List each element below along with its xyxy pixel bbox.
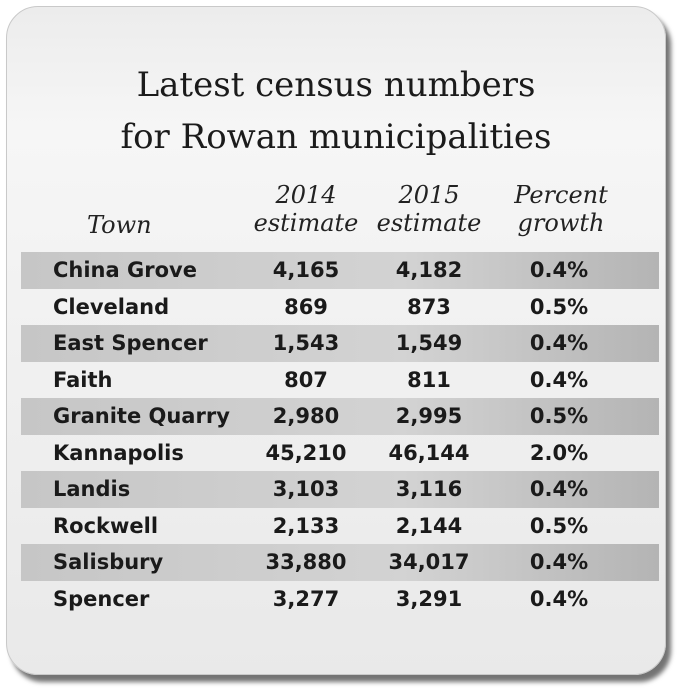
table-row [21, 544, 659, 581]
town-cell: Landis [53, 477, 131, 501]
table-row [21, 398, 659, 435]
header-town: Town [87, 211, 152, 239]
growth-cell: 0.4% [529, 477, 589, 501]
table-row [21, 289, 659, 326]
town-cell: Granite Quarry [53, 404, 230, 428]
growth-cell: 0.4% [529, 258, 589, 282]
town-cell: China Grove [53, 258, 197, 282]
town-cell: Rockwell [53, 513, 159, 538]
estimate-2015-cell: 3,116 [395, 477, 463, 501]
town-cell: Salisbury [53, 550, 164, 574]
estimate-2014-cell: 1,543 [272, 331, 340, 355]
table-row [21, 362, 659, 399]
header-2015 [369, 181, 489, 237]
town-cell: Cleveland [53, 294, 170, 319]
growth-cell: 0.4% [529, 586, 589, 611]
estimate-2015-cell: 4,182 [395, 258, 463, 282]
table-row [21, 508, 659, 545]
table-row [21, 435, 659, 472]
estimate-2014-cell: 4,165 [272, 258, 340, 282]
estimate-2014-cell: 45,210 [265, 440, 347, 465]
growth-cell: 0.4% [529, 367, 589, 392]
growth-cell: 2.0% [529, 440, 589, 465]
header-2015-line1: 2015 [398, 181, 460, 209]
estimate-2015-cell: 3,291 [395, 586, 463, 611]
town-cell: Spencer [53, 586, 150, 611]
estimate-2014-cell: 33,880 [265, 550, 347, 574]
estimate-2015-cell: 873 [407, 294, 451, 319]
header-growth [501, 181, 621, 237]
census-table [21, 252, 659, 617]
estimate-2014-cell: 3,103 [272, 477, 340, 501]
header-growth-line2: growth [517, 209, 605, 237]
header-2014-line2: estimate [253, 209, 359, 237]
table-row [21, 325, 659, 362]
title-line-2: for Rowan municipalities [120, 117, 552, 157]
growth-cell: 0.4% [529, 331, 589, 355]
estimate-2014-cell: 2,133 [272, 513, 340, 538]
town-cell: East Spencer [53, 331, 208, 355]
estimate-2015-cell: 811 [407, 367, 451, 392]
estimate-2015-cell: 2,144 [395, 513, 463, 538]
growth-cell: 0.5% [529, 513, 589, 538]
header-growth-line1: Percent [514, 181, 608, 209]
header-2014-line1: 2014 [275, 181, 337, 209]
town-cell: Faith [53, 367, 113, 392]
growth-cell: 0.4% [529, 550, 589, 574]
town-cell: Kannapolis [53, 440, 184, 465]
estimate-2015-cell: 2,995 [395, 404, 463, 428]
table-row [21, 252, 659, 289]
growth-cell: 0.5% [529, 404, 589, 428]
header-2015-line2: estimate [376, 209, 482, 237]
estimate-2015-cell: 1,549 [395, 331, 463, 355]
title-line-1: Latest census numbers [136, 65, 536, 105]
estimate-2015-cell: 34,017 [388, 550, 470, 574]
estimate-2014-cell: 2,980 [272, 404, 340, 428]
census-card [6, 6, 666, 675]
table-row [21, 471, 659, 508]
estimate-2014-cell: 869 [284, 294, 328, 319]
growth-cell: 0.5% [529, 294, 589, 319]
estimate-2014-cell: 3,277 [272, 586, 340, 611]
table-row [21, 581, 659, 618]
estimate-2015-cell: 46,144 [388, 440, 470, 465]
estimate-2014-cell: 807 [284, 367, 328, 392]
header-2014 [247, 181, 365, 237]
